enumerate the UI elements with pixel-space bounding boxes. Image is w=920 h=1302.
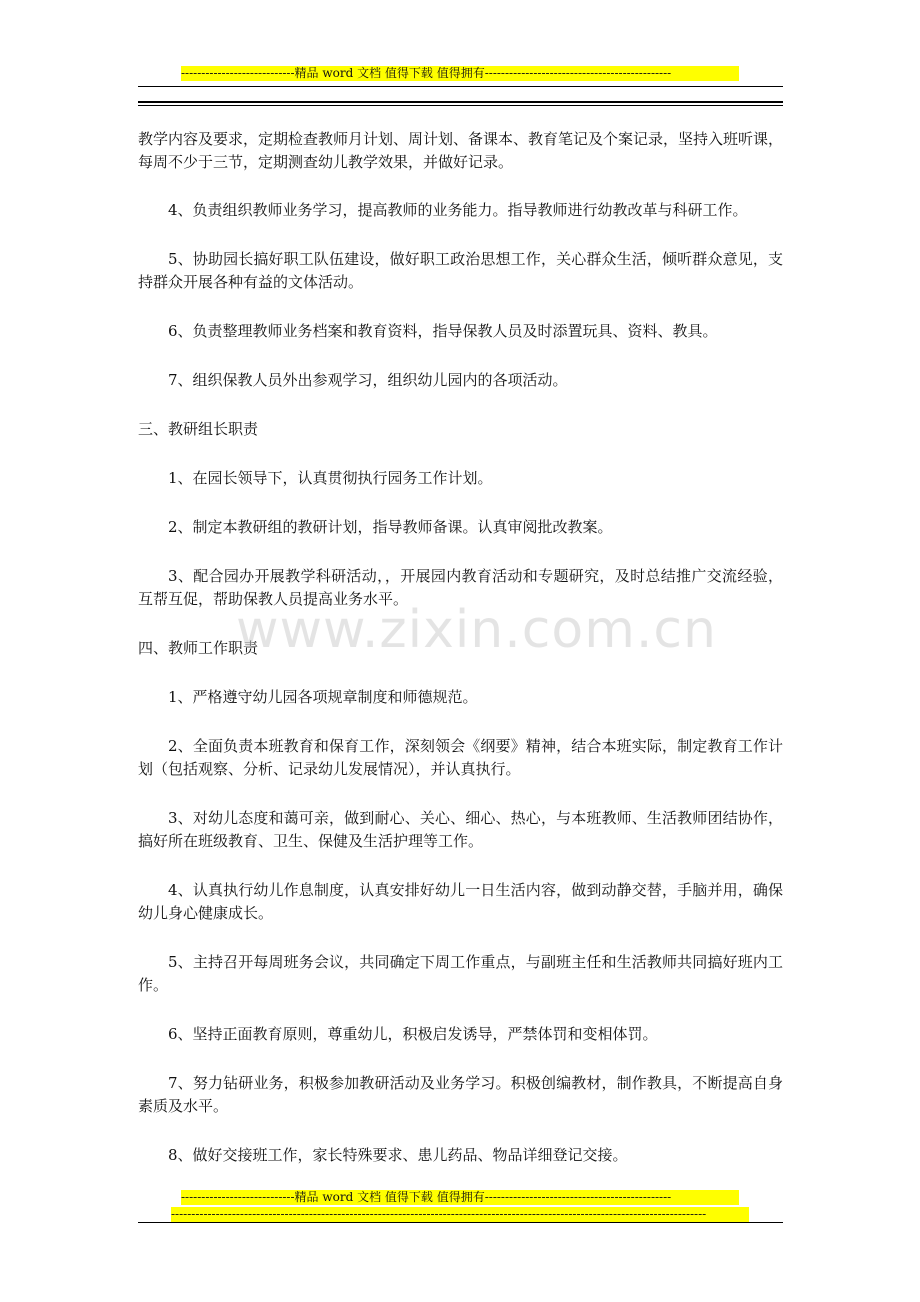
footer-banner: ----------------------------精品 word 文档 值得下载 值得拥有---------------------------------------------- (181, 1190, 739, 1205)
paragraph: 4、负责组织教师业务学习，提高教师的业务能力。指导教师进行幼教改革与科研工作。 (168, 201, 748, 219)
paragraph: 3、对幼儿态度和蔼可亲，做到耐心、关心、细心、热心，与本班教师、生活教师团结协作，搞好所在班级教育、卫生、保健及生活护理等工作。 (138, 809, 783, 850)
header-rule-thin (138, 105, 783, 106)
paragraph: 8、做好交接班工作，家长特殊要求、患儿药品、物品详细登记交接。 (168, 1146, 628, 1164)
document-body (138, 128, 783, 1193)
paragraph: 2、全面负责本班教育和保育工作，深刻领会《纲要》精神，结合本班实际，制定教育工作计划（包括观察、分析、记录幼儿发展情况），并认真执行。 (138, 737, 783, 778)
paragraph: 1、严格遵守幼儿园各项规章制度和师德规范。 (168, 688, 478, 706)
watermark: www.zixin.com.cn (236, 600, 717, 660)
footer-rule (138, 1222, 783, 1223)
paragraph: 3、配合园办开展教学科研活动，，开展园内教育活动和专题研究，及时总结推广交流经验，互帮互促，帮助保教人员提高业务水平。 (138, 567, 783, 608)
header-rule-top (138, 86, 783, 87)
paragraph: 7、努力钻研业务，积极参加教研活动及业务学习。积极创编教材，制作教具，不断提高自身素质及水平。 (138, 1074, 783, 1115)
paragraph: 6、负责整理教师业务档案和教育资料，指导保教人员及时添置玩具、资料、教具。 (168, 322, 718, 340)
paragraph: 6、坚持正面教育原则，尊重幼儿，积极启发诱导，严禁体罚和变相体罚。 (168, 1025, 658, 1043)
paragraph: 教学内容及要求，定期检查教师月计划、周计划、备课本、教育笔记及个案记录，坚持入班听课，每周不少于三节，定期测查幼儿教学效果，并做好记录。 (138, 130, 784, 171)
paragraph: 7、组织保教人员外出参观学习，组织幼儿园内的各项活动。 (168, 371, 568, 389)
paragraph: 5、协助园长搞好职工队伍建设，做好职工政治思想工作，关心群众生活，倾听群众意见，支持群众开展各种有益的文体活动。 (138, 250, 783, 291)
paragraph: 4、认真执行幼儿作息制度，认真安排好幼儿一日生活内容，做到动静交替，手脑并用，确保幼儿身心健康成长。 (138, 881, 783, 922)
paragraph: 5、主持召开每周班务会议，共同确定下周工作重点，与副班主任和生活教师共同搞好班内工作。 (138, 953, 783, 994)
header-banner: ----------------------------精品 word 文档 值得下载 值得拥有---------------------------------------------- (181, 66, 739, 81)
paragraph: 2、制定本教研组的教研计划，指导教师备课。认真审阅批改教案。 (168, 518, 613, 536)
section-heading: 三、教研组长职责 (138, 420, 259, 438)
section-heading: 四、教师工作职责 (138, 639, 259, 657)
paragraph: 1、在园长领导下，认真贯彻执行园务工作计划。 (168, 469, 493, 487)
header-rule-thick (138, 101, 783, 103)
footer-dash-line: ------------------------------------------------------------------------------------------------------------------------------------ (171, 1207, 749, 1222)
